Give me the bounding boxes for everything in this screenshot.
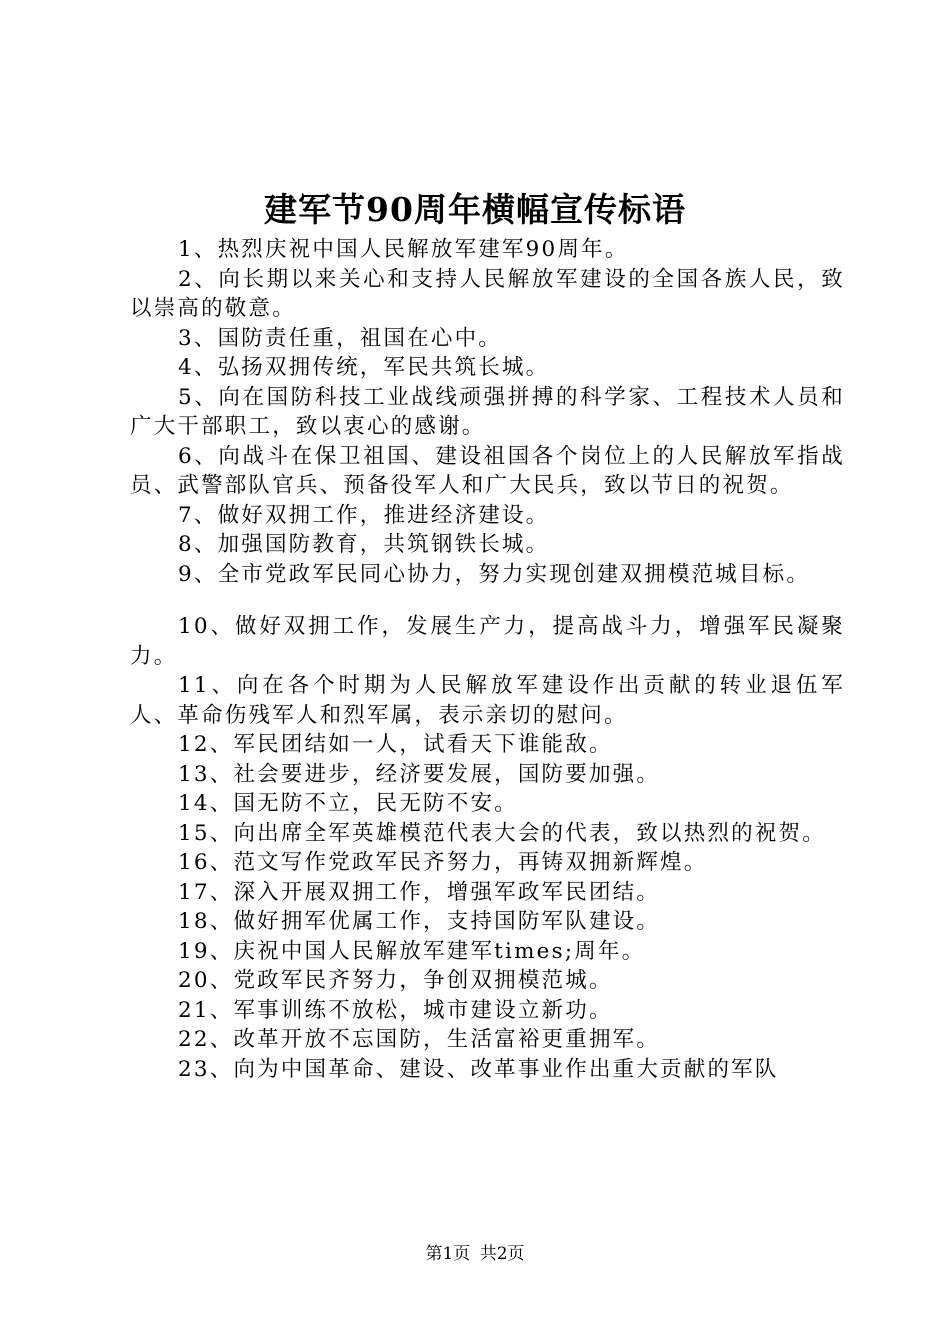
document-title: 建军节90周年横幅宣传标语 <box>264 190 686 229</box>
slogan-item: 2、向长期以来关心和支持人民解放军建设的全国各族人民，致以崇高的敬意。 <box>130 266 845 321</box>
slogan-list <box>130 235 845 1084</box>
slogan-item: 10、做好双拥工作，发展生产力，提高战斗力，增强军民凝聚力。 <box>130 614 845 669</box>
slogan-item: 3、国防责任重，祖国在心中。 <box>178 325 502 351</box>
slogan-item: 6、向战斗在保卫祖国、建设祖国各个岗位上的人民解放军指战员、武警部队官兵、预备役军人和广大民兵，致以节日的祝贺。 <box>130 443 845 498</box>
slogan-item: 23、向为中国革命、建设、改革事业作出重大贡献的军队 <box>178 1056 779 1082</box>
slogan-item: 19、庆祝中国人民解放军建军times;周年。 <box>178 938 646 964</box>
slogan-item: 15、向出席全军英雄模范代表大会的代表，致以热烈的祝贺。 <box>178 820 826 846</box>
slogan-item: 18、做好拥军优属工作，支持国防军队建设。 <box>178 909 661 934</box>
slogan-item: 8、加强国防教育，共筑钢铁长城。 <box>178 532 550 557</box>
slogan-item: 14、国无防不立，民无防不安。 <box>178 791 518 816</box>
page-total: 共2页 <box>479 1244 525 1264</box>
page-number: 第1页 <box>425 1244 471 1264</box>
slogan-item: 12、军民团结如一人，试看天下谁能敌。 <box>178 732 613 757</box>
slogan-item: 1、热烈庆祝中国人民解放军建军90周年。 <box>178 237 629 262</box>
slogan-item: 16、范文写作党政军民齐努力，再铸双拥新辉煌。 <box>178 850 708 875</box>
page-footer <box>0 1242 950 1266</box>
slogan-item: 21、军事训练不放松，城市建设立新功。 <box>178 997 613 1023</box>
slogan-item: 20、党政军民齐努力，争创双拥模范城。 <box>178 968 613 993</box>
slogan-item: 13、社会要进步，经济要发展，国防要加强。 <box>178 761 661 787</box>
slogan-item: 9、全市党政军民同心协力，努力实现创建双拥模范城目标。 <box>178 561 811 587</box>
slogan-item: 5、向在国防科技工业战线顽强拼搏的科学家、工程技术人员和广大干部职工，致以衷心的感谢。 <box>130 384 845 439</box>
slogan-item: 11、向在各个时期为人民解放军建设作出贡献的转业退伍军人、革命伤残军人和烈军属，表示亲切的慰问。 <box>130 673 845 728</box>
slogan-item: 17、深入开展双拥工作，增强军政军民团结。 <box>178 879 661 905</box>
slogan-item: 22、改革开放不忘国防，生活富裕更重拥军。 <box>178 1027 661 1052</box>
slogan-item: 4、弘扬双拥传统，军民共筑长城。 <box>178 355 550 380</box>
slogan-item: 7、做好双拥工作，推进经济建设。 <box>178 502 550 528</box>
